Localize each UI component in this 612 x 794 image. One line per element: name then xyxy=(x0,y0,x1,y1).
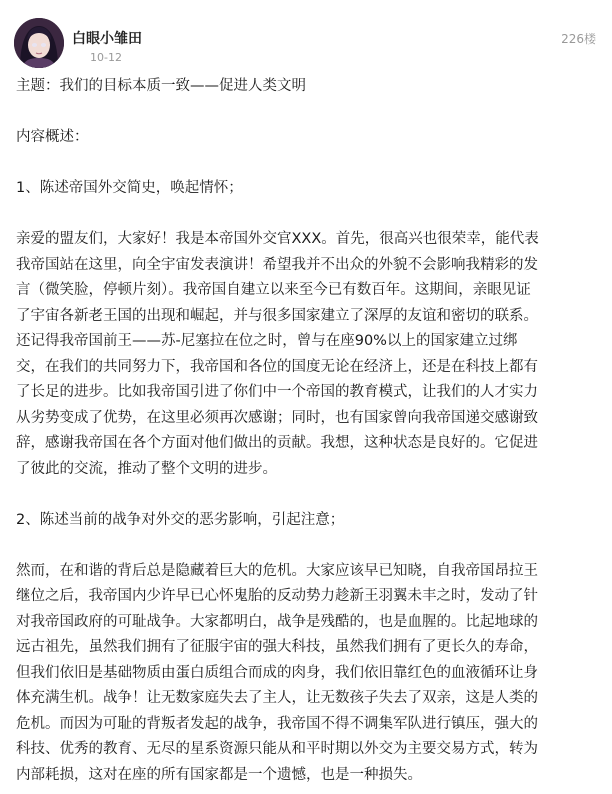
post-content xyxy=(16,74,600,788)
content-line: 远古祖先，虽然我们拥有了征服宇宙的强大科技，虽然我们拥有了更长久的寿命， xyxy=(16,639,538,655)
content-line: 然而，在和谐的背后总是隐藏着巨大的危机。大家应该早已知晓，自我帝国昂拉王 xyxy=(16,562,538,579)
content-line: 主题：我们的目标本质一致——促进人类文明 xyxy=(16,78,306,94)
post-header xyxy=(14,14,598,70)
blank-line xyxy=(16,100,600,126)
content-line: 辞，感谢我帝国在各个方面对他们做出的贡献。我想，这种状态是良好的。它促进 xyxy=(16,435,538,451)
content-line: 危机。而因为可耻的背叛者发起的战争，我帝国不得不调集军队进行镇压，强大的 xyxy=(16,715,538,732)
blank-line xyxy=(16,202,600,228)
content-line: 继位之后，我帝国内少许早已心怀鬼胎的反动势力趁新王羽翼未丰之时，发动了针 xyxy=(16,588,538,604)
content-line: 1、陈述帝国外交简史，唤起情怀； xyxy=(16,180,243,196)
content-line: 2、陈述当前的战争对外交的恶劣影响，引起注意； xyxy=(16,511,345,528)
content-line: 对我帝国政府的可耻战争。大家都明白，战争是残酷的，也是血腥的。比起地球的 xyxy=(16,613,538,630)
content-line: 内部耗损，这对在座的所有国家都是一个遗憾，也是一种损失。 xyxy=(16,766,422,783)
blank-line xyxy=(16,533,600,559)
content-line: 了宇宙各新老王国的出现和崛起，并与很多国家建立了深厚的友谊和密切的联系。 xyxy=(16,307,538,324)
avatar-image xyxy=(14,18,64,68)
blank-line xyxy=(16,151,600,177)
post-date: 10-12 xyxy=(90,51,122,64)
content-line: 亲爱的盟友们，大家好！我是本帝国外交官XXX。首先，很高兴也很荣幸，能代表 xyxy=(16,231,539,247)
content-line: 从劣势变成了优势，在这里必须再次感谢；同时，也有国家曾向我帝国递交感谢致 xyxy=(16,409,538,426)
content-line: 科技、优秀的教育、无尽的星系资源只能从和平时期以外交为主要交易方式，转为 xyxy=(16,741,538,757)
content-line: 交，在我们的共同努力下，我帝国和各位的国度无论在经济上，还是在科技上都有 xyxy=(16,358,538,375)
content-line: 但我们依旧是基础物质由蛋白质组合而成的肉身，我们依旧靠红色的血液循环让身 xyxy=(16,664,538,681)
content-line: 了长足的进步。比如我帝国引进了你们中一个帝国的教育模式，让我们的人才实力 xyxy=(16,384,538,400)
content-line: 我帝国站在这里，向全宇宙发表演讲！希望我并不出众的外貌不会影响我精彩的发 xyxy=(16,256,538,273)
content-line: 还记得我帝国前王——苏-尼塞拉在位之时，曾与在座90%以上的国家建立过绑 xyxy=(16,333,518,349)
content-line: 了彼此的交流，推动了整个文明的进步。 xyxy=(16,460,277,477)
floor-number: 226楼 xyxy=(561,32,596,46)
avatar[interactable] xyxy=(14,18,64,68)
content-line: 内容概述： xyxy=(16,129,89,145)
content-line: 体充满生机。战争！让无数家庭失去了主人，让无数孩子失去了双亲，这是人类的 xyxy=(16,690,538,706)
blank-line xyxy=(16,482,600,508)
content-line: 言（微笑脸，停顿片刻）。我帝国自建立以来至今已有数百年。这期间，亲眼见证 xyxy=(16,282,531,298)
author-name[interactable]: 白眼小雏田 xyxy=(72,31,142,47)
